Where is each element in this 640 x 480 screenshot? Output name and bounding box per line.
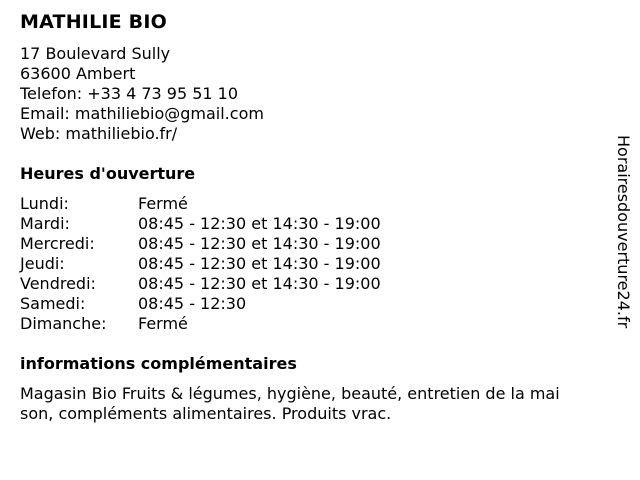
day-label: Lundi: <box>20 194 69 213</box>
city-postcode: 63600 Ambert <box>20 64 136 83</box>
opening-hours-heading: Heures d'ouverture <box>20 164 196 183</box>
description-line: son, compléments alimentaires. Produits vrac. <box>20 404 392 423</box>
additional-info-heading: informations complémentaires <box>20 354 297 373</box>
hours-value: Fermé <box>138 314 188 333</box>
day-label: Vendredi: <box>20 274 96 293</box>
hours-value: 08:45 - 12:30 et 14:30 - 19:00 <box>138 254 381 273</box>
hours-value: 08:45 - 12:30 <box>138 294 247 313</box>
day-label: Dimanche: <box>20 314 107 333</box>
hours-value: 08:45 - 12:30 et 14:30 - 19:00 <box>138 214 381 233</box>
hours-value: Fermé <box>138 194 188 213</box>
phone-number: Telefon: +33 4 73 95 51 10 <box>20 84 239 103</box>
hours-value: 08:45 - 12:30 et 14:30 - 19:00 <box>138 234 381 253</box>
additional-info-text <box>20 384 610 424</box>
day-label: Mardi: <box>20 214 70 233</box>
day-label: Jeudi: <box>20 254 65 273</box>
description-line: Magasin Bio Fruits & légumes, hygiène, beauté, entretien de la mai <box>20 384 560 403</box>
site-watermark: Horairesdouverture24.fr <box>614 135 633 329</box>
email-address: Email: mathiliebio@gmail.com <box>20 104 264 123</box>
business-name: MATHILIE BIO <box>20 11 167 33</box>
website: Web: mathiliebio.fr/ <box>20 124 178 143</box>
day-label: Mercredi: <box>20 234 95 253</box>
hours-value: 08:45 - 12:30 et 14:30 - 19:00 <box>138 274 381 293</box>
day-label: Samedi: <box>20 294 86 313</box>
street-address: 17 Boulevard Sully <box>20 44 171 63</box>
contact-block <box>20 44 264 144</box>
